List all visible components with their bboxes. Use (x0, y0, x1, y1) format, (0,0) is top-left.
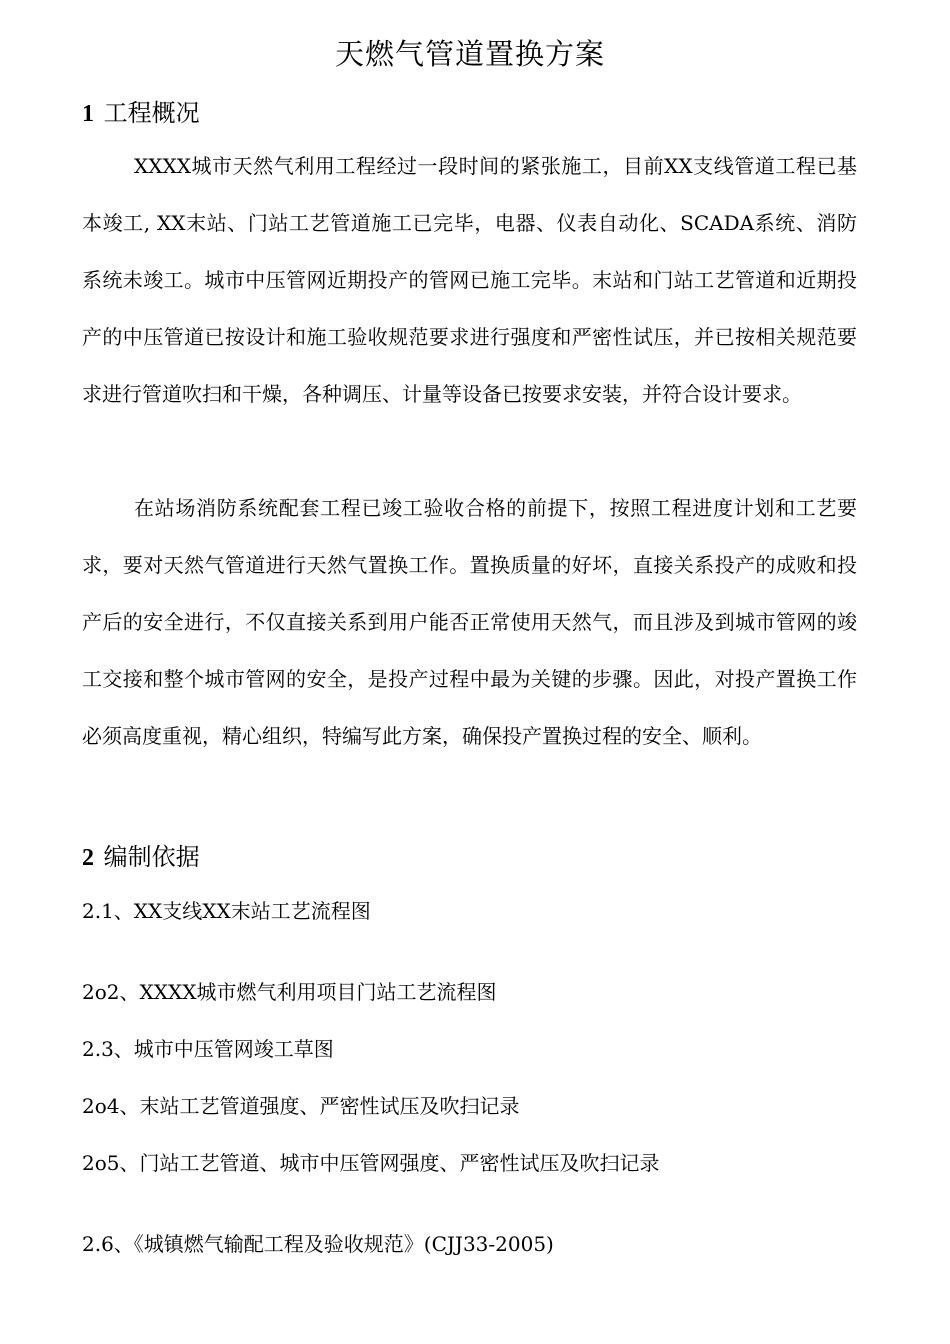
basis-item-2-6: 2.6、《城镇燃气输配工程及验收规范》(CJJ33-2005) (82, 1232, 554, 1256)
section-heading-text: 工程概况 (103, 99, 200, 127)
section-heading-basis (82, 840, 200, 875)
overview-paragraph-2: 在站场消防系统配套工程已竣工验收合格的前提下，按照工程进度计划和工艺要求，要对天然气管道进行天然气置换工作。置换质量的好坏，直接关系投产的成败和投产后的安全进行，不仅直接关系到用户能否正常使用天然气，而且涉及到城市管网的竣工交接和整个城市管网的安全，是投产过程中最为关键的步骤。因此，对投产置换工作必须高度重视，精心组织，特编写此方案，确保投产置换过程的安全、顺利。 (82, 496, 857, 748)
section-number: 2 (82, 845, 94, 871)
section-number: 1 (82, 101, 94, 127)
basis-item-2-5: 2o5、门站工艺管道、城市中压管网强度、严密性试压及吹扫记录 (82, 1151, 660, 1175)
basis-item-2-4: 2o4、末站工艺管道强度、严密性试压及吹扫记录 (82, 1094, 520, 1118)
document-title: 天燃气管道置换方案 (334, 37, 605, 71)
basis-item-2-2: 2o2、XXXX城市燃气利用项目门站工艺流程图 (82, 980, 497, 1004)
section-heading-overview (82, 96, 200, 131)
section-heading-text: 编制依据 (103, 843, 200, 871)
overview-paragraph-1: XXXX城市天然气利用工程经过一段时间的紧张施工，目前XX支线管道工程已基本竣工, XX末站、门站工艺管道施工已完毕，电器、仪表自动化、SCADA系统、消防系统未竣工。城市中压管网近期投产的管网已施工完毕。末站和门站工艺管道和近期投产的中压管道已按设计和施工验收规范要求进行强度和严密性试压，并已按相关规范要求进行管道吹扫和干燥，各种调压、计量等设备已按要求安装，并符合设计要求。 (82, 154, 857, 406)
basis-item-2-3: 2.3、城市中压管网竣工草图 (82, 1037, 334, 1061)
basis-item-2-1: 2.1、XX支线XX末站工艺流程图 (82, 899, 371, 923)
